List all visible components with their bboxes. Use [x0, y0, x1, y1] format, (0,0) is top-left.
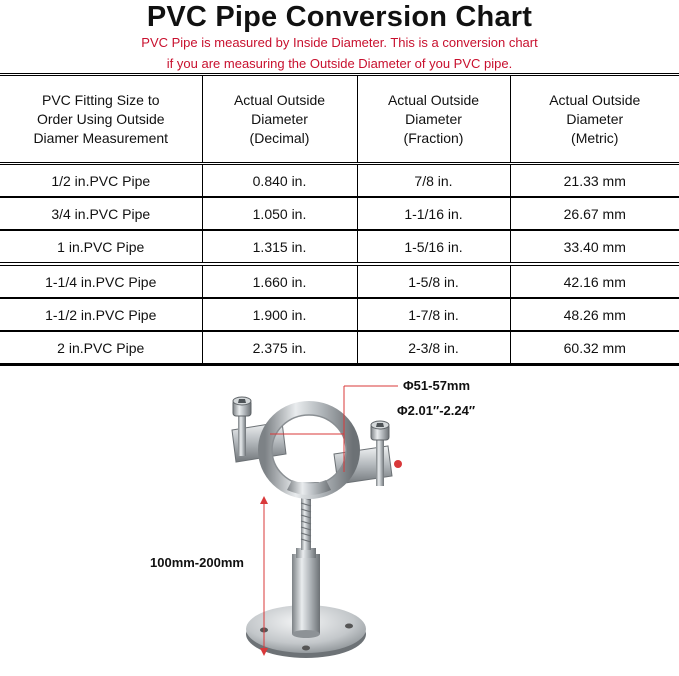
table-header-row — [0, 75, 679, 164]
cell-fitting-size: 1-1/4 in.PVC Pipe — [0, 264, 202, 298]
header-text: Actual Outside — [233, 91, 326, 108]
table-row — [0, 197, 679, 230]
table-row — [0, 164, 679, 198]
cell-decimal: 1.315 in. — [202, 230, 357, 264]
cell-metric: 60.32 mm — [510, 331, 679, 365]
table-row — [0, 264, 679, 298]
header-text: (Metric) — [571, 129, 619, 146]
header-text: Diameter — [251, 110, 308, 127]
table-row — [0, 298, 679, 331]
header-text: (Fraction) — [403, 129, 464, 146]
header-fitting-size — [0, 75, 202, 164]
cell-fraction: 1-1/16 in. — [357, 197, 510, 230]
header-text: PVC Fitting Size to — [42, 91, 160, 108]
height-range-label: 100mm-200mm — [150, 555, 244, 570]
cell-decimal: 1.900 in. — [202, 298, 357, 331]
header-fraction — [357, 75, 510, 164]
diameter-imperial-label: Φ2.01″-2.24″ — [397, 403, 476, 418]
cell-fitting-size: 2 in.PVC Pipe — [0, 331, 202, 365]
header-metric — [510, 75, 679, 164]
cell-metric: 21.33 mm — [510, 164, 679, 198]
subtitle-line-1: PVC Pipe is measured by Inside Diameter. This is a conversion chart — [141, 35, 538, 50]
table-row — [0, 230, 679, 264]
cell-decimal: 2.375 in. — [202, 331, 357, 365]
clamp-ring — [232, 408, 392, 495]
pipe-clamp-illustration — [0, 372, 679, 676]
cell-decimal: 1.050 in. — [202, 197, 357, 230]
diameter-metric-label: Φ51-57mm — [403, 378, 471, 393]
page-title: PVC Pipe Conversion Chart — [146, 1, 533, 33]
table-row — [0, 331, 679, 365]
cell-fraction: 1-5/16 in. — [357, 230, 510, 264]
header-text: Diamer Measurement — [33, 129, 169, 146]
cell-fitting-size: 3/4 in.PVC Pipe — [0, 197, 202, 230]
cell-fitting-size: 1/2 in.PVC Pipe — [0, 164, 202, 198]
header-text: Actual Outside — [387, 91, 480, 108]
header-text: Order Using Outside — [36, 110, 165, 127]
cell-decimal: 1.660 in. — [202, 264, 357, 298]
cell-metric: 33.40 mm — [510, 230, 679, 264]
cell-fitting-size: 1-1/2 in.PVC Pipe — [0, 298, 202, 331]
header-text: (Decimal) — [249, 129, 310, 146]
cell-metric: 48.26 mm — [510, 298, 679, 331]
cell-fitting-size: 1 in.PVC Pipe — [0, 230, 202, 264]
header-text: Diameter — [566, 110, 624, 127]
cell-fraction: 1-7/8 in. — [357, 298, 510, 331]
cell-metric: 42.16 mm — [510, 264, 679, 298]
header-decimal — [202, 75, 357, 164]
cell-fraction: 7/8 in. — [357, 164, 510, 198]
cell-metric: 26.67 mm — [510, 197, 679, 230]
stand-tube — [292, 482, 320, 638]
header-text: Actual Outside — [549, 91, 641, 108]
cell-fraction: 1-5/8 in. — [357, 264, 510, 298]
cell-decimal: 0.840 in. — [202, 164, 357, 198]
header-text: Diameter — [405, 110, 462, 127]
conversion-table — [0, 73, 679, 366]
cell-fraction: 2-3/8 in. — [357, 331, 510, 365]
subtitle-line-2: if you are measuring the Outside Diameter of you PVC pipe. — [166, 56, 513, 71]
